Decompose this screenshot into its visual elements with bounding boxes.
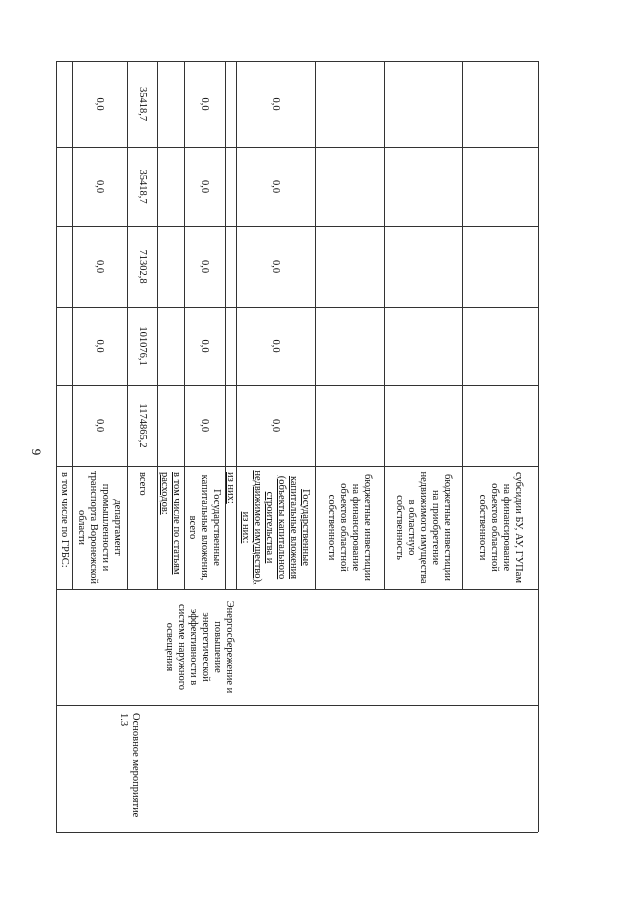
row-label-9 — [462, 468, 538, 587]
row-label-6-text: Государственные капитальные вложения (объекты капитального строительства и недвижимое имущество), из них: — [240, 470, 312, 585]
measure-name — [128, 593, 238, 701]
page-number: 9 — [29, 448, 44, 456]
cell-6-2-text: 0,0 — [270, 259, 282, 274]
row-label-6 — [236, 468, 315, 587]
cell-6-0-text: 0,0 — [270, 418, 282, 433]
cell-2-4 — [127, 61, 157, 147]
row-label-3 — [157, 468, 184, 587]
cell-2-0-text: 1174865,2 — [137, 403, 148, 448]
row-label-5 — [225, 468, 236, 587]
row-label-8 — [384, 468, 462, 587]
cell-2-1-text: 101076,1 — [137, 326, 148, 366]
cell-1-0-text: 0,0 — [94, 418, 106, 433]
cell-4-4-text: 0,0 — [199, 97, 211, 111]
cell-2-0 — [127, 385, 157, 466]
cell-2-2 — [127, 226, 157, 307]
row-label-1-text: департамент промышленности и транспорта Воронежской области — [76, 470, 124, 585]
row-label-0-text: в том числе по ГРБС: — [59, 472, 70, 568]
column-separator — [56, 705, 538, 706]
row-label-7-text: бюджетные инвестиции на финансирование объектов областной собственности — [326, 473, 374, 582]
cell-1-2 — [72, 226, 127, 307]
cell-4-3 — [184, 147, 225, 226]
cell-6-1 — [236, 307, 315, 385]
row-label-2-text: всего — [137, 472, 148, 496]
cell-6-4-text: 0,0 — [270, 97, 282, 111]
cell-4-0-text: 0,0 — [199, 418, 211, 433]
row-label-0 — [56, 468, 72, 587]
column-separator — [56, 832, 538, 833]
row-label-3-text: в том числе по статьям расходов: — [159, 472, 183, 575]
row-label-7 — [315, 468, 384, 587]
cell-1-3 — [72, 147, 127, 226]
column-separator — [56, 466, 538, 467]
cell-1-2-text: 0,0 — [94, 259, 106, 274]
measure-label-text: Основное мероприятие 1.3 — [118, 713, 141, 818]
cell-6-2 — [236, 226, 315, 307]
cell-4-1 — [184, 307, 225, 385]
cell-4-1-text: 0,0 — [199, 339, 211, 353]
column-separator — [56, 589, 538, 590]
cell-1-0 — [72, 385, 127, 466]
cell-1-4 — [72, 61, 127, 147]
row-label-5-text: из них: — [225, 472, 237, 504]
cell-4-3-text: 0,0 — [199, 179, 211, 194]
cell-2-4-text: 35418,7 — [137, 86, 148, 122]
cell-6-0 — [236, 385, 315, 466]
cell-4-2-text: 0,0 — [199, 259, 211, 274]
cell-4-0 — [184, 385, 225, 466]
row-label-4-text: Государственные капитальные вложения, всего — [187, 474, 223, 581]
row-label-2 — [127, 468, 157, 587]
row-label-4 — [184, 468, 225, 587]
row-label-9-text: субсидии БУ, АУ, ГУПам на финансирование объектов областной собственности — [477, 471, 524, 584]
row-label-8-text: бюджетные инвестиции на приобретение недвижимого имущества в областную собственность — [394, 471, 453, 584]
cell-2-1 — [127, 307, 157, 385]
cell-2-3-text: 35418,7 — [137, 169, 148, 204]
row-separator — [538, 61, 539, 832]
cell-1-1 — [72, 307, 127, 385]
cell-1-3-text: 0,0 — [94, 179, 106, 194]
cell-6-3-text: 0,0 — [270, 179, 282, 194]
cell-4-2 — [184, 226, 225, 307]
row-label-1 — [72, 468, 127, 587]
cell-6-3 — [236, 147, 315, 226]
cell-4-4 — [184, 61, 225, 147]
cell-6-1-text: 0,0 — [270, 339, 282, 353]
row-separator — [56, 61, 57, 832]
measure-name-text: Энергосбережение и повышение энергетической эффективности в системе наружного освещения — [164, 600, 235, 694]
cell-2-2-text: 71302,8 — [137, 249, 148, 284]
measure-label — [118, 709, 144, 828]
cell-2-3 — [127, 147, 157, 226]
cell-1-1-text: 0,0 — [94, 339, 106, 353]
cell-6-4 — [236, 61, 315, 147]
cell-1-4-text: 0,0 — [94, 97, 106, 111]
